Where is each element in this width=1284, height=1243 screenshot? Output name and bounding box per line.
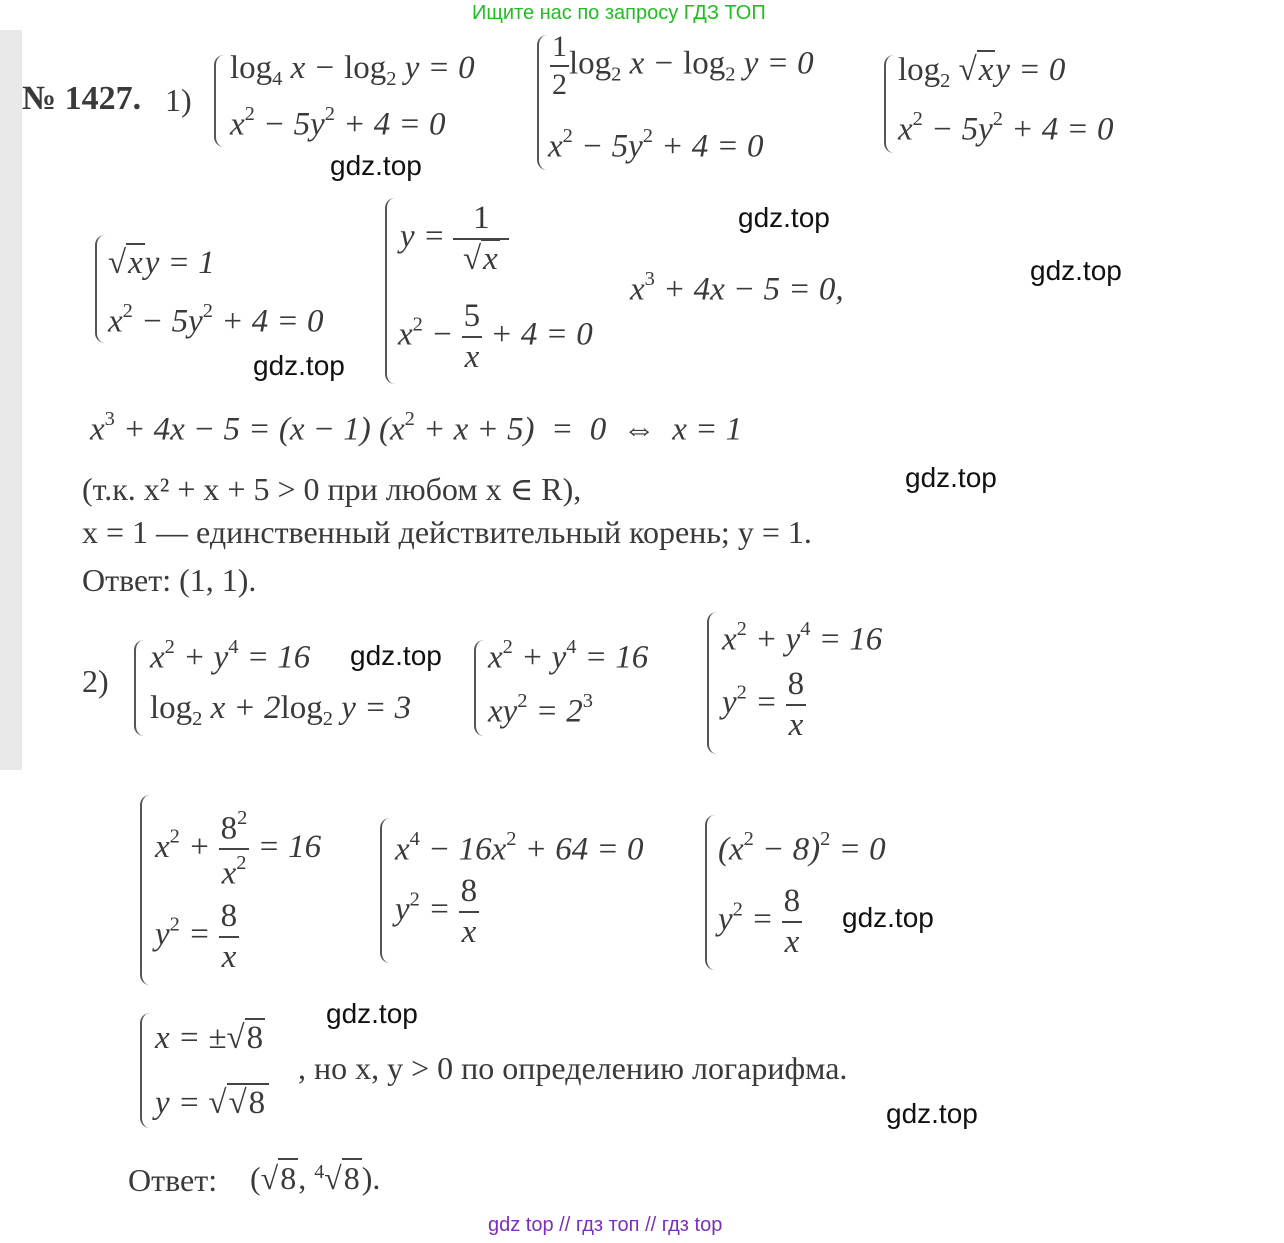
cubic-equation: $x^3 + 4x - 5 = 0$, bbox=[630, 268, 844, 308]
system-brace bbox=[95, 235, 107, 343]
equation: $y^2$ = $\frac{8}{x}$ bbox=[722, 666, 805, 743]
positivity-note: , но x, y > 0 по определению логарифма. bbox=[298, 1050, 848, 1086]
equation: $x^2 - 5y^2 + 4 = 0$ bbox=[230, 103, 446, 143]
answer-1: Ответ: (1, 1). bbox=[82, 562, 257, 598]
equation: $x^2 + y^4 = 16$ bbox=[722, 618, 883, 658]
equation: √xy = 1 bbox=[108, 245, 215, 281]
factor-line: $x^3 + 4x - 5 = (x - 1) (x^2 + x + 5) = 0$ ⇔ x = 1 bbox=[90, 408, 743, 448]
system-brace bbox=[140, 1013, 152, 1128]
system-brace bbox=[884, 55, 896, 153]
watermark: gdz.top bbox=[738, 202, 830, 233]
equation: $y^2$ = $\frac{8}{x}$ bbox=[155, 898, 238, 975]
equation: $x^2 - 5y^2 + 4 = 0$ bbox=[898, 108, 1114, 148]
answer-2-value: (√8, $^4$√8). bbox=[250, 1160, 381, 1196]
system-brace bbox=[214, 55, 226, 147]
footer-links[interactable]: gdz top // гдз топ // гдз top bbox=[488, 1214, 723, 1236]
part2-label: 2) bbox=[82, 663, 109, 699]
page-edge-shadow bbox=[0, 30, 22, 770]
system-brace bbox=[474, 640, 486, 736]
equation: $\log_2 √xy = 0$ bbox=[898, 52, 1066, 93]
system-brace bbox=[705, 815, 717, 970]
equation: $y^2$ = $\frac{8}{x}$ bbox=[395, 873, 478, 950]
equation: $x^2$ + $\frac{8^2}{x^2}$ = 16 bbox=[155, 807, 322, 892]
watermark: gdz.top bbox=[905, 462, 997, 493]
watermark: gdz.top bbox=[1030, 255, 1122, 286]
search-banner[interactable]: Ищите нас по запросу ГДЗ ТОП bbox=[472, 2, 766, 24]
equation: $\frac{1}{2}$ $\log_2 x - \log_2 y = 0$ bbox=[552, 30, 814, 101]
watermark: gdz.top bbox=[842, 902, 934, 933]
equation: $x^2 + y^4 = 16$ bbox=[150, 636, 311, 676]
equation: y = √√8 bbox=[155, 1085, 269, 1122]
system-brace bbox=[380, 818, 392, 963]
equation: $x^2 - 5y^2 + 4 = 0$ bbox=[548, 125, 764, 165]
since-note: (т.к. x² + x + 5 > 0 при любом x ∈ R), bbox=[82, 471, 582, 507]
answer-2-label: Ответ: bbox=[128, 1162, 218, 1198]
watermark: gdz.top bbox=[326, 998, 418, 1029]
system-brace bbox=[385, 198, 397, 384]
equation: $x^2 - 5y^2 + 4 = 0$ bbox=[108, 300, 324, 340]
watermark: gdz.top bbox=[330, 150, 422, 181]
equation: $(x^2 - 8)^2 = 0$ bbox=[718, 828, 886, 868]
equation: $\log_2 x + 2\log_2$ y = 3 bbox=[150, 690, 412, 731]
system-brace bbox=[140, 795, 152, 985]
system-brace bbox=[707, 612, 719, 754]
equation: $\log_4 x - \log_2 y = 0$ bbox=[230, 50, 475, 91]
unique-root-note: x = 1 — единственный действительный корень; y = 1. bbox=[82, 514, 812, 550]
equation: $xy^2 = 2^3$ bbox=[488, 690, 594, 730]
watermark: gdz.top bbox=[886, 1098, 978, 1129]
watermark: gdz.top bbox=[350, 640, 442, 671]
watermark: gdz.top bbox=[253, 350, 345, 381]
equation: x = ±√8 bbox=[155, 1020, 264, 1056]
problem-number: № 1427. bbox=[22, 80, 142, 117]
equation: $x^2 + y^4 = 16$ bbox=[488, 636, 649, 676]
equation: $y^2$ = $\frac{8}{x}$ bbox=[718, 883, 801, 960]
part1-label: 1) bbox=[165, 82, 192, 118]
equation: $x^4 - 16x^2 + 64 = 0$ bbox=[395, 828, 644, 868]
equation: $x^2$ − $\frac{5}{x}$ + 4 = 0 bbox=[398, 298, 593, 375]
equation: y = $\frac{1}{√x}$ bbox=[400, 202, 509, 276]
system-brace bbox=[134, 640, 146, 736]
